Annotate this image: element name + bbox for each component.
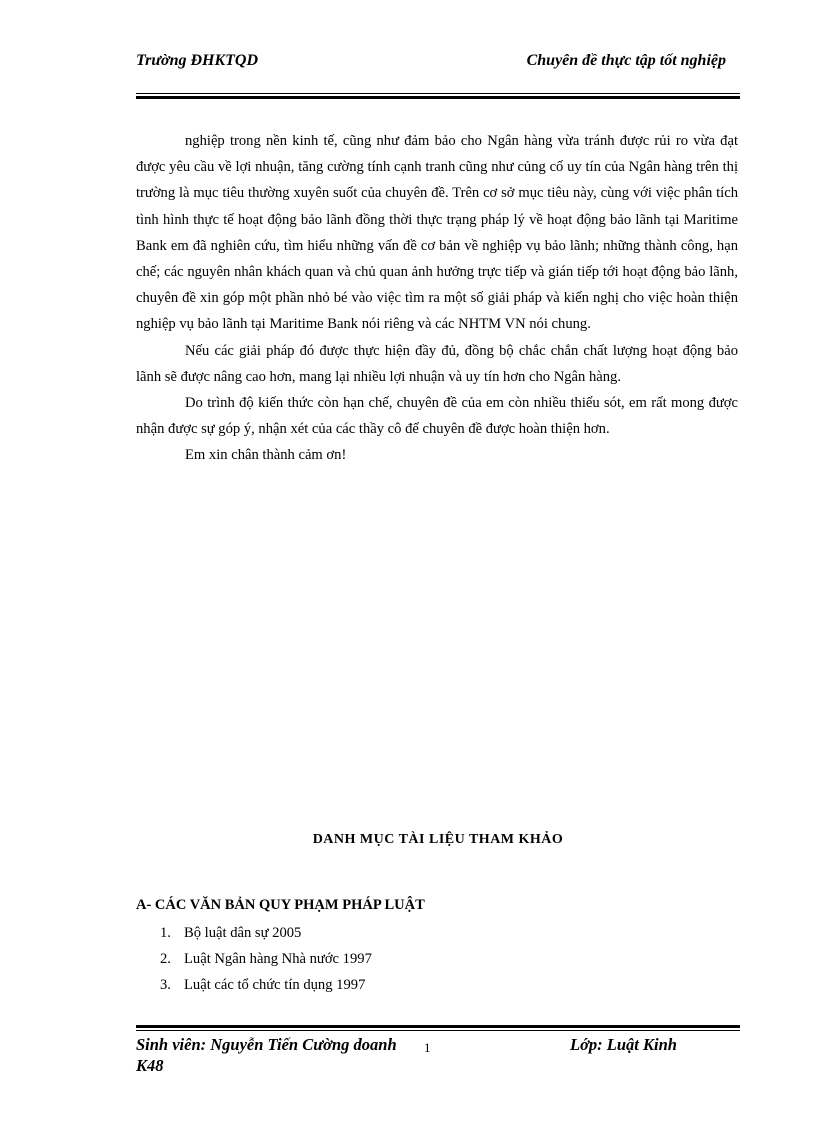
page-number: 1 xyxy=(424,1040,431,1055)
footer-class: Lớp: Luật Kinh xyxy=(570,1035,677,1054)
list-item-number: 1. xyxy=(160,925,171,941)
list-item xyxy=(160,920,372,946)
header-rule-thin xyxy=(136,93,740,94)
list-item-number: 3. xyxy=(160,977,171,993)
references-title: DANH MỤC TÀI LIỆU THAM KHẢO xyxy=(312,832,564,847)
header-title: Chuyên đề thực tập tốt nghiệp xyxy=(526,52,726,69)
footer-student: Sinh viên: Nguyễn Tiến Cường doanh K48 xyxy=(136,1035,397,1075)
list-item xyxy=(160,972,372,998)
paragraph-1: nghiệp trong nền kinh tế, cũng như đảm bảo cho Ngân hàng vừa tránh được rủi ro vừa đạt được yêu cầu về lợi nhuận, tăng cường tính cạnh tranh cũng như củng cố uy tín của Ngân hàng trên thị trường là mục tiêu thường xuyên suốt của chuyên đề. Trên cơ sở mục tiêu này, cùng với việc phân tích tình hình thực tế hoạt động bảo lãnh đồng thời thực trạng pháp lý về hoạt động bảo lãnh tại Maritime Bank em đã nghiên cứu, tìm hiểu những vấn đề cơ bản về nghiệp vụ bảo lãnh; những thành công, hạn chế; các nguyên nhân khách quan và chủ quan ảnh hưởng trực tiếp và gián tiếp tới hoạt động bảo lãnh, chuyên đề xin góp một phần nhỏ bé vào việc tìm ra một số giải pháp và kiến nghị cho việc hoàn thiện nghiệp vụ bảo lãnh tại Maritime Bank nói riêng và các NHTM VN nói chung. xyxy=(136,133,738,333)
paragraph-4: Em xin chân thành cảm ơn! xyxy=(185,447,347,464)
header-rule-thick xyxy=(136,96,740,99)
header-school: Trường ĐHKTQD xyxy=(136,52,259,69)
body-text xyxy=(136,128,738,469)
section-a-heading: A- CÁC VĂN BẢN QUY PHẠM PHÁP LUẬT xyxy=(136,897,425,913)
list-item-text: Luật các tổ chức tín dụng 1997 xyxy=(184,977,366,993)
footer-rule-thick xyxy=(136,1025,740,1028)
list-item-number: 2. xyxy=(160,951,171,967)
reference-list xyxy=(160,920,372,998)
page-header xyxy=(136,50,740,90)
paragraph-3: Do trình độ kiến thức còn hạn chế, chuyên đề của em còn nhiều thiếu sót, em rất mong được nhận được sự góp ý, nhận xét của các thầy cô để chuyên đề được hoàn thiện hơn. xyxy=(136,395,738,438)
list-item xyxy=(160,946,372,972)
footer-rule-thin xyxy=(136,1030,740,1031)
list-item-text: Bộ luật dân sự 2005 xyxy=(184,925,302,941)
list-item-text: Luật Ngân hàng Nhà nước 1997 xyxy=(184,951,372,967)
paragraph-2: Nếu các giải pháp đó được thực hiện đầy đủ, đồng bộ chắc chắn chất lượng hoạt động bảo lãnh sẽ được nâng cao hơn, mang lại nhiều lợi nhuận và uy tín hơn cho Ngân hàng. xyxy=(136,342,738,385)
